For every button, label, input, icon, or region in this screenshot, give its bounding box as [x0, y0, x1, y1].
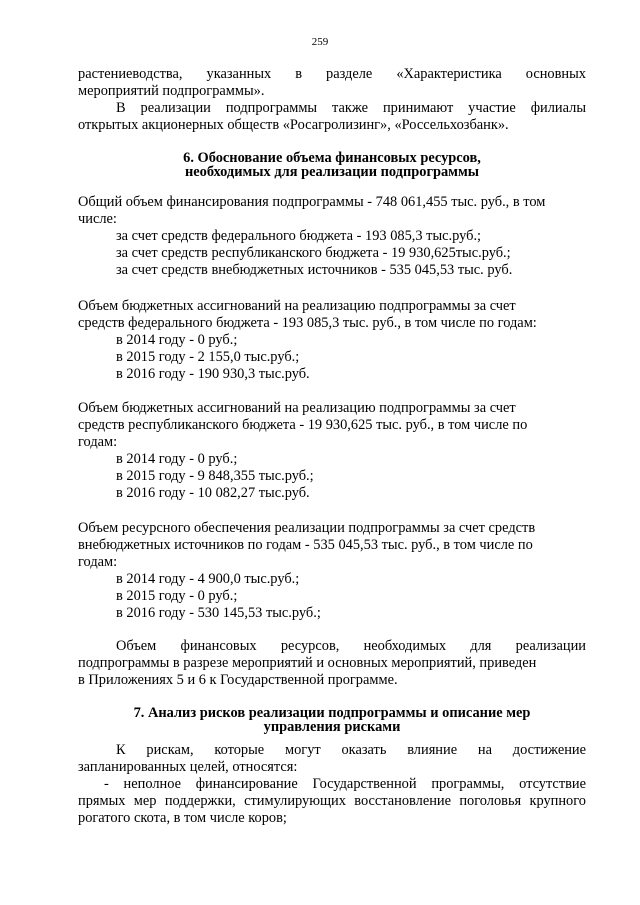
year-item: в 2014 году - 4 900,0 тыс.руб.;	[116, 571, 300, 587]
section-7-heading	[78, 706, 586, 734]
offbudget-paragraph	[78, 520, 586, 622]
year-item: в 2015 году - 0 руб.;	[116, 588, 238, 604]
risk-item-paragraph	[78, 776, 586, 827]
text-line: Объем финансовых ресурсов, необходимых для реализации	[116, 638, 586, 654]
text-line: подпрограммы в разрезе мероприятий и основных мероприятий, приведен	[78, 655, 537, 671]
risks-intro-paragraph	[78, 742, 586, 776]
text-line: мероприятий подпрограммы».	[78, 83, 265, 99]
intro-paragraph-2	[78, 100, 586, 134]
text-line: Объем бюджетных ассигнований на реализацию подпрограммы за счет	[78, 298, 516, 314]
funding-source-item: за счет средств федерального бюджета - 193 085,3 тыс.руб.;	[116, 228, 482, 244]
year-item: в 2014 году - 0 руб.;	[116, 332, 238, 348]
republic-budget-paragraph	[78, 400, 586, 502]
total-funding	[78, 194, 586, 279]
funding-source-item: за счет средств республиканского бюджета - 19 930,625тыс.руб.;	[116, 245, 511, 261]
text-line: средств федерального бюджета - 193 085,3 тыс. руб., в том числе по годам:	[78, 315, 537, 331]
heading-line: управления рисками	[263, 719, 401, 735]
year-item: в 2016 году - 530 145,53 тыс.руб.;	[116, 605, 321, 621]
text-line: внебюджетных источников по годам - 535 045,53 тыс. руб., в том числе по	[78, 537, 533, 553]
text-line: в Приложениях 5 и 6 к Государственной программе.	[78, 672, 398, 688]
text-line: К рискам, которые могут оказать влияние на достижение	[116, 742, 586, 758]
heading-line: 7. Анализ рисков реализации подпрограммы и описание мер	[133, 705, 531, 721]
text-line: запланированных целей, относятся:	[78, 759, 298, 775]
text-line: средств республиканского бюджета - 19 930,625 тыс. руб., в том числе по	[78, 417, 528, 433]
resources-appendix-paragraph	[78, 638, 586, 689]
year-item: в 2016 году - 10 082,27 тыс.руб.	[116, 485, 310, 501]
text-line: годам:	[78, 434, 118, 450]
section-6-heading	[78, 151, 586, 179]
intro-paragraph-1	[78, 66, 586, 100]
funding-source-item: за счет средств внебюджетных источников - 535 045,53 тыс. руб.	[116, 262, 513, 278]
year-item: в 2015 году - 9 848,355 тыс.руб.;	[116, 468, 314, 484]
text-line: Объем бюджетных ассигнований на реализацию подпрограммы за счет	[78, 400, 516, 416]
heading-line: необходимых для реализации подпрограммы	[184, 164, 480, 180]
year-item: в 2016 году - 190 930,3 тыс.руб.	[116, 366, 310, 382]
text-line: растениеводства, указанных в разделе «Характеристика основных	[78, 66, 586, 82]
text-line: рогатого скота, в том числе коров;	[78, 810, 287, 826]
text-line: открытых акционерных обществ «Росагролизинг», «Россельхозбанк».	[78, 117, 509, 133]
text-line: В реализации подпрограммы также принимают участие филиалы	[116, 100, 586, 116]
year-item: в 2015 году - 2 155,0 тыс.руб.;	[116, 349, 300, 365]
text-line: - неполное финансирование Государственной программы, отсутствие	[104, 776, 586, 792]
federal-budget-paragraph	[78, 298, 586, 383]
text-line: Общий объем финансирования подпрограммы - 748 061,455 тыс. руб., в том	[78, 194, 546, 210]
text-line: числе:	[78, 211, 117, 227]
heading-line: 6. Обоснование объема финансовых ресурсов,	[183, 150, 481, 166]
text-line: прямых мер поддержки, стимулирующих восстановление поголовья крупного	[78, 793, 586, 809]
page-number: 259	[311, 36, 329, 48]
text-line: Объем ресурсного обеспечения реализации подпрограммы за счет средств	[78, 520, 536, 536]
text-line: годам:	[78, 554, 118, 570]
year-item: в 2014 году - 0 руб.;	[116, 451, 238, 467]
